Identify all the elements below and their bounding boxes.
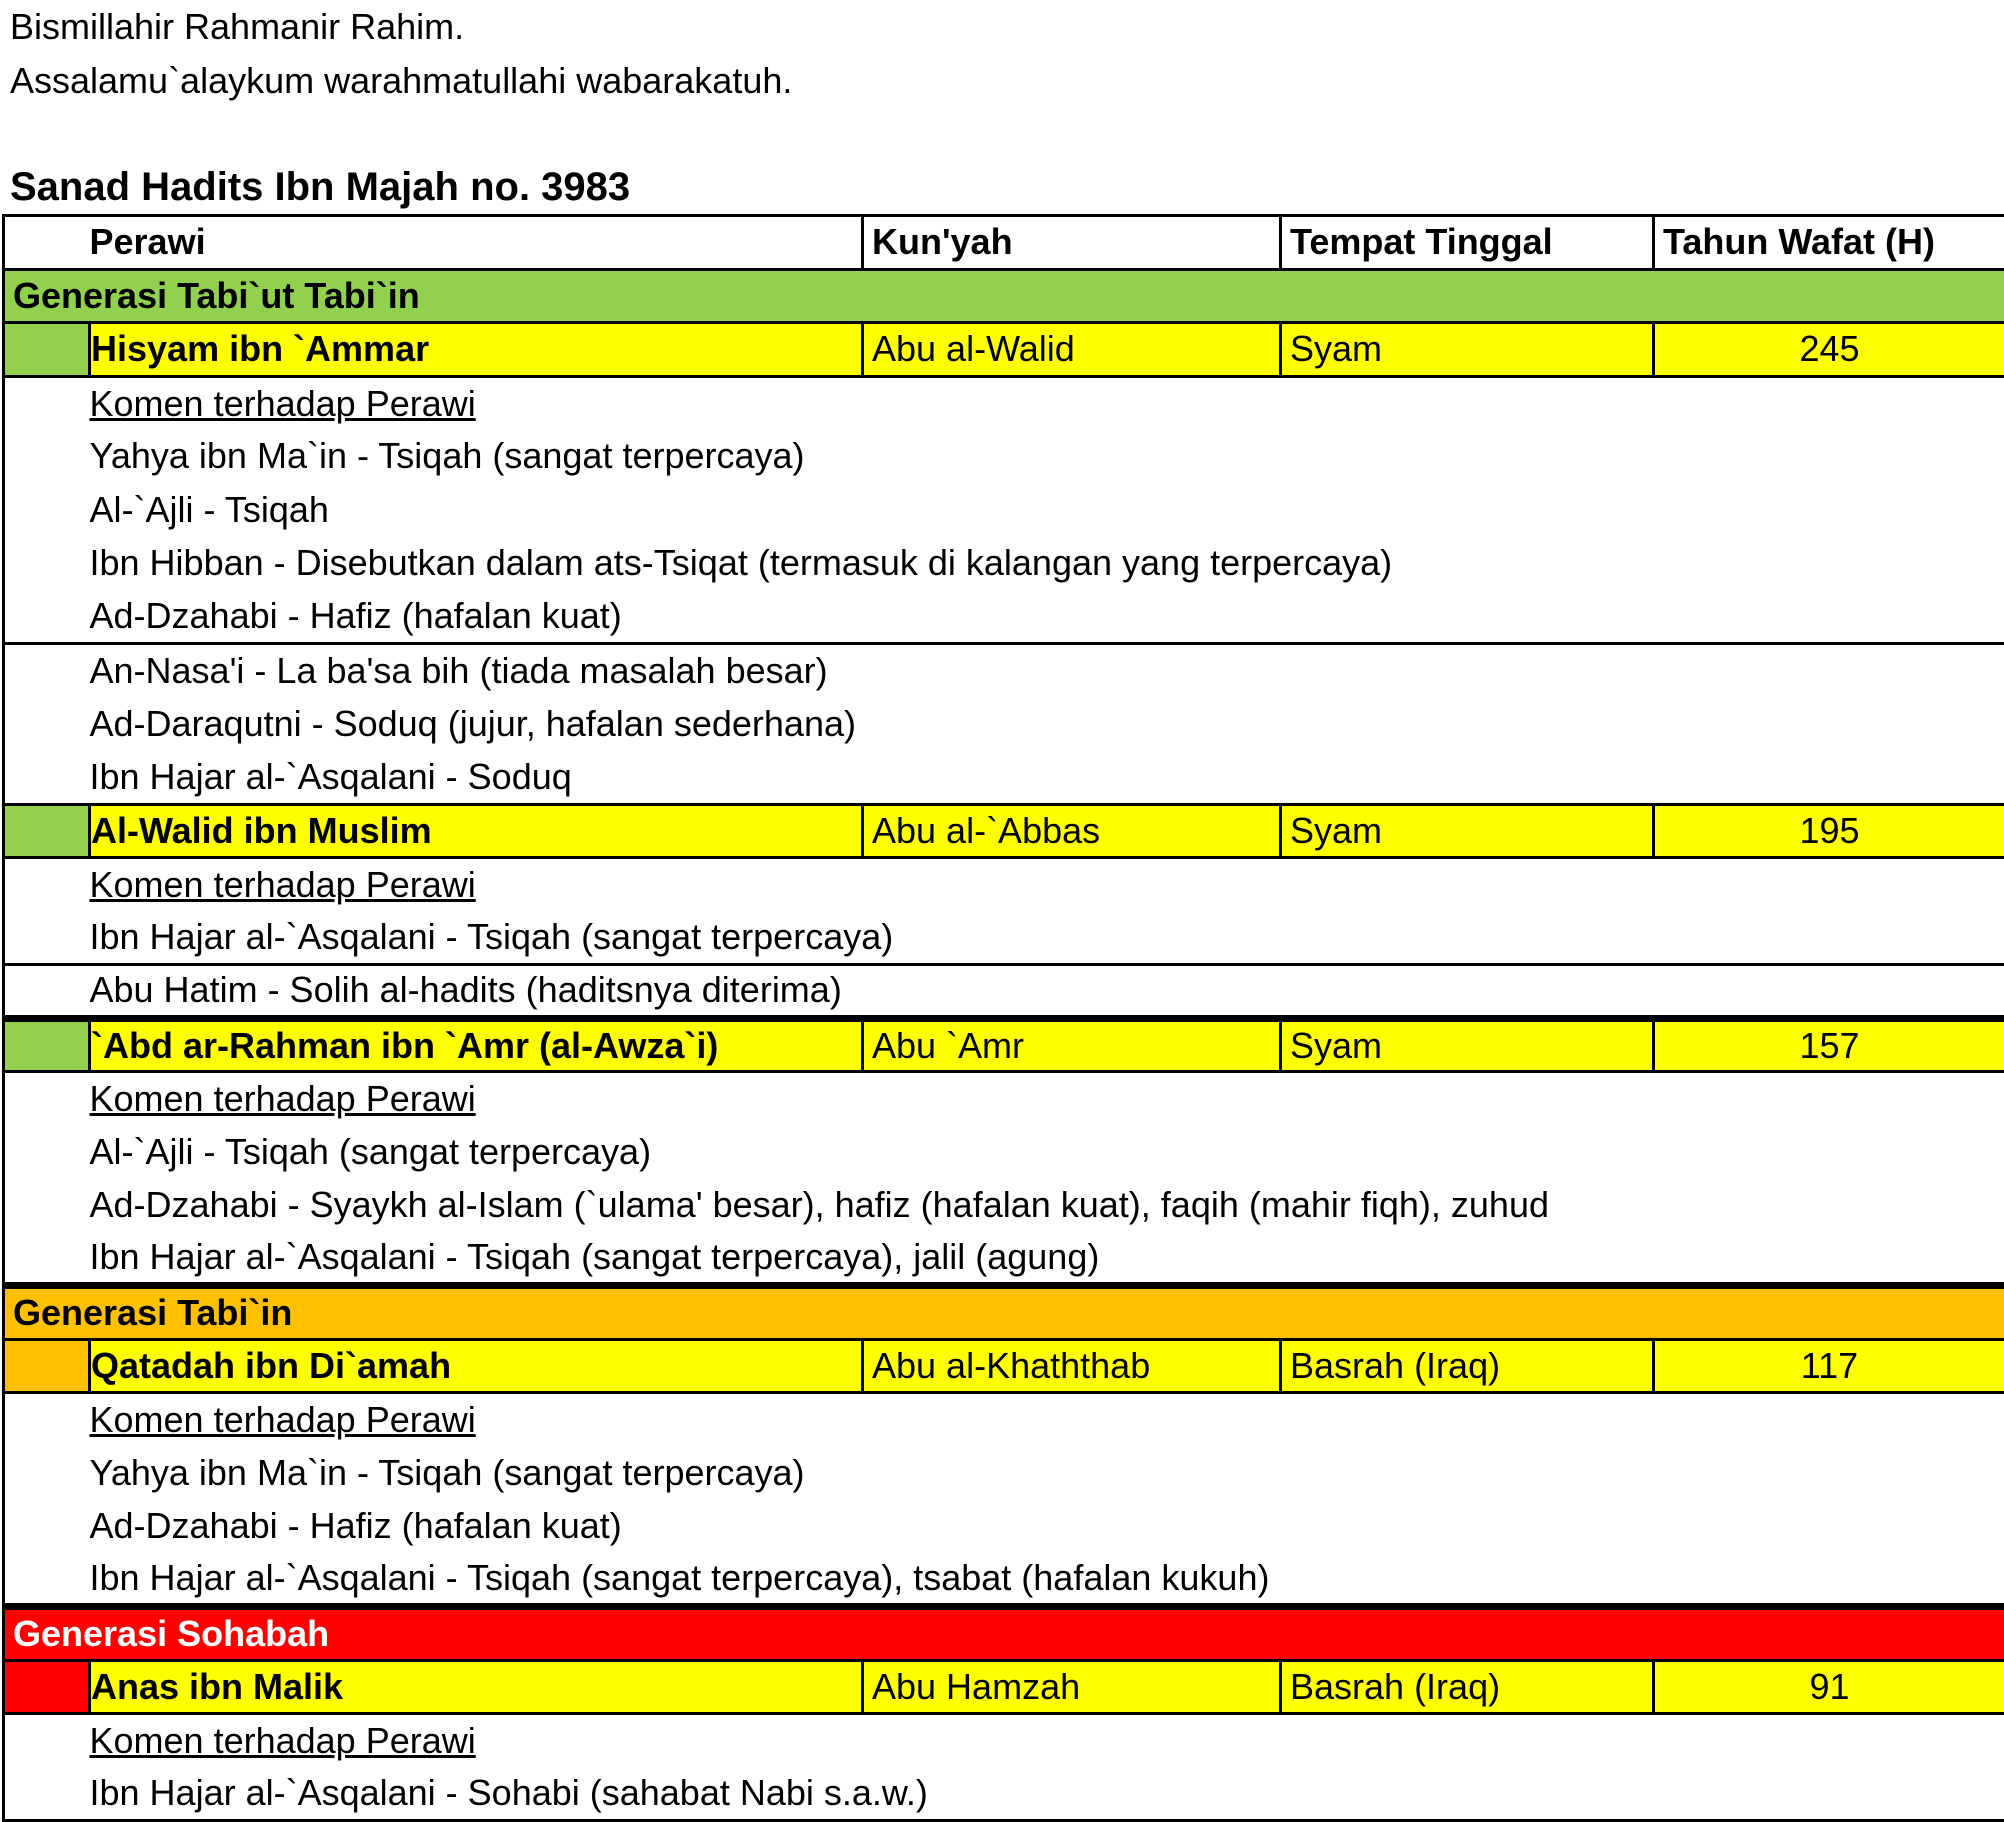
comment-heading-row xyxy=(4,376,2004,430)
comment-row xyxy=(4,911,2004,965)
generation-row xyxy=(4,1607,2004,1661)
comment-text: Ibn Hajar al-`Asqalani - Sohabi (sahabat Nabi s.a.w.) xyxy=(90,1767,2004,1821)
narrator-row xyxy=(4,804,2004,858)
comment-indent-cell xyxy=(4,697,90,751)
greeting-line-2: Assalamu`alaykum warahmatullahi wabarakatuh. xyxy=(0,54,2004,108)
narrator-name: Qatadah ibn Di`amah xyxy=(90,1339,863,1393)
comment-text: Ibn Hajar al-`Asqalani - Tsiqah (sangat terpercaya), tsabat (hafalan kukuh) xyxy=(90,1553,2004,1607)
generation-label: Generasi Sohabah xyxy=(4,1607,2004,1661)
narrator-kunyah: Abu `Amr xyxy=(863,1018,1281,1072)
comment-text: Ibn Hajar al-`Asqalani - Tsiqah (sangat terpercaya) xyxy=(90,911,2004,965)
page-title: Sanad Hadits Ibn Majah no. 3983 xyxy=(0,161,2004,215)
comment-row xyxy=(4,751,2004,805)
comment-heading: Komen terhadap Perawi xyxy=(90,858,2004,912)
header-tahun-wafat: Tahun Wafat (H) xyxy=(1654,216,2004,270)
comment-row xyxy=(4,1553,2004,1607)
comment-row xyxy=(4,1500,2004,1554)
comment-indent-cell xyxy=(4,1393,90,1447)
narrator-death-year: 157 xyxy=(1654,1018,2004,1072)
comment-heading: Komen terhadap Perawi xyxy=(90,376,2004,430)
narrator-residence: Syam xyxy=(1281,323,1654,377)
comment-text: Ibn Hibban - Disebutkan dalam ats-Tsiqat (termasuk di kalangan yang terpercaya) xyxy=(90,537,2004,591)
narrator-row xyxy=(4,1018,2004,1072)
comment-text: Ibn Hajar al-`Asqalani - Soduq xyxy=(90,751,2004,805)
narrator-residence: Basrah (Iraq) xyxy=(1281,1660,1654,1714)
table-header-row xyxy=(4,216,2004,270)
comment-indent-cell xyxy=(4,376,90,430)
narrator-name: Hisyam ibn `Ammar xyxy=(90,323,863,377)
generation-color-swatch xyxy=(4,1339,90,1393)
comment-row xyxy=(4,644,2004,698)
narrator-name: Al-Walid ibn Muslim xyxy=(90,804,863,858)
comment-heading: Komen terhadap Perawi xyxy=(90,1072,2004,1126)
generation-color-swatch xyxy=(4,323,90,377)
narrator-residence: Syam xyxy=(1281,804,1654,858)
comment-indent-cell xyxy=(4,590,90,644)
comment-heading: Komen terhadap Perawi xyxy=(90,1393,2004,1447)
comment-row xyxy=(4,1767,2004,1821)
comment-text: Abu Hatim - Solih al-hadits (haditsnya diterima) xyxy=(90,965,2004,1019)
comment-indent-cell xyxy=(4,1767,90,1821)
comment-row xyxy=(4,1232,2004,1286)
comment-text: Al-`Ajli - Tsiqah (sangat terpercaya) xyxy=(90,1125,2004,1179)
comment-row xyxy=(4,430,2004,484)
comment-indent-cell xyxy=(4,483,90,537)
comment-text: Ad-Dzahabi - Hafiz (hafalan kuat) xyxy=(90,590,2004,644)
narrator-row xyxy=(4,1660,2004,1714)
header-spacer-cell xyxy=(4,216,90,270)
comment-heading: Komen terhadap Perawi xyxy=(90,1714,2004,1768)
comment-indent-cell xyxy=(4,858,90,912)
greeting-line-1: Bismillahir Rahmanir Rahim. xyxy=(0,0,2004,54)
comment-heading-row xyxy=(4,1072,2004,1126)
narrator-death-year: 117 xyxy=(1654,1339,2004,1393)
narrator-row xyxy=(4,1339,2004,1393)
comment-indent-cell xyxy=(4,430,90,484)
narrator-death-year: 91 xyxy=(1654,1660,2004,1714)
header-kunyah: Kun'yah xyxy=(863,216,1281,270)
comment-indent-cell xyxy=(4,751,90,805)
sanad-table xyxy=(2,214,2004,1822)
comment-row xyxy=(4,1125,2004,1179)
header-perawi: Perawi xyxy=(90,216,863,270)
narrator-name: Anas ibn Malik xyxy=(90,1660,863,1714)
comment-text: Ad-Dzahabi - Syaykh al-Islam (`ulama' besar), hafiz (hafalan kuat), faqih (mahir fiqh), zuhud xyxy=(90,1179,2004,1233)
header-tempat-tinggal: Tempat Tinggal xyxy=(1281,216,1654,270)
comment-indent-cell xyxy=(4,1072,90,1126)
comment-text: Ad-Dzahabi - Hafiz (hafalan kuat) xyxy=(90,1500,2004,1554)
comment-row xyxy=(4,1446,2004,1500)
comment-text: Ad-Daraqutni - Soduq (jujur, hafalan sederhana) xyxy=(90,697,2004,751)
comment-row xyxy=(4,537,2004,591)
comment-indent-cell xyxy=(4,644,90,698)
generation-label: Generasi Tabi`in xyxy=(4,1286,2004,1340)
comment-heading-row xyxy=(4,858,2004,912)
comment-indent-cell xyxy=(4,1553,90,1607)
comment-text: Yahya ibn Ma`in - Tsiqah (sangat terpercaya) xyxy=(90,430,2004,484)
narrator-kunyah: Abu al-Walid xyxy=(863,323,1281,377)
comment-indent-cell xyxy=(4,1714,90,1768)
comment-indent-cell xyxy=(4,537,90,591)
generation-color-swatch xyxy=(4,804,90,858)
narrator-residence: Syam xyxy=(1281,1018,1654,1072)
comment-indent-cell xyxy=(4,1446,90,1500)
narrator-kunyah: Abu Hamzah xyxy=(863,1660,1281,1714)
comment-indent-cell xyxy=(4,1179,90,1233)
comment-heading-row xyxy=(4,1714,2004,1768)
comment-indent-cell xyxy=(4,1500,90,1554)
comment-text: An-Nasa'i - La ba'sa bih (tiada masalah besar) xyxy=(90,644,2004,698)
generation-color-swatch xyxy=(4,1018,90,1072)
comment-row xyxy=(4,590,2004,644)
narrator-residence: Basrah (Iraq) xyxy=(1281,1339,1654,1393)
comment-indent-cell xyxy=(4,965,90,1019)
narrator-kunyah: Abu al-`Abbas xyxy=(863,804,1281,858)
comment-indent-cell xyxy=(4,911,90,965)
comment-row xyxy=(4,1179,2004,1233)
narrator-name: `Abd ar-Rahman ibn `Amr (al-Awza`i) xyxy=(90,1018,863,1072)
generation-color-swatch xyxy=(4,1660,90,1714)
comment-text: Ibn Hajar al-`Asqalani - Tsiqah (sangat terpercaya), jalil (agung) xyxy=(90,1232,2004,1286)
narrator-death-year: 245 xyxy=(1654,323,2004,377)
narrator-row xyxy=(4,323,2004,377)
comment-row xyxy=(4,965,2004,1019)
comment-indent-cell xyxy=(4,1232,90,1286)
narrator-kunyah: Abu al-Khaththab xyxy=(863,1339,1281,1393)
narrator-death-year: 195 xyxy=(1654,804,2004,858)
comment-row xyxy=(4,483,2004,537)
comment-text: Yahya ibn Ma`in - Tsiqah (sangat terpercaya) xyxy=(90,1446,2004,1500)
comment-row xyxy=(4,697,2004,751)
comment-text: Al-`Ajli - Tsiqah xyxy=(90,483,2004,537)
generation-row xyxy=(4,1286,2004,1340)
blank-row xyxy=(0,107,2004,161)
comment-indent-cell xyxy=(4,1125,90,1179)
comment-heading-row xyxy=(4,1393,2004,1447)
generation-row xyxy=(4,269,2004,323)
generation-label: Generasi Tabi`ut Tabi`in xyxy=(4,269,2004,323)
